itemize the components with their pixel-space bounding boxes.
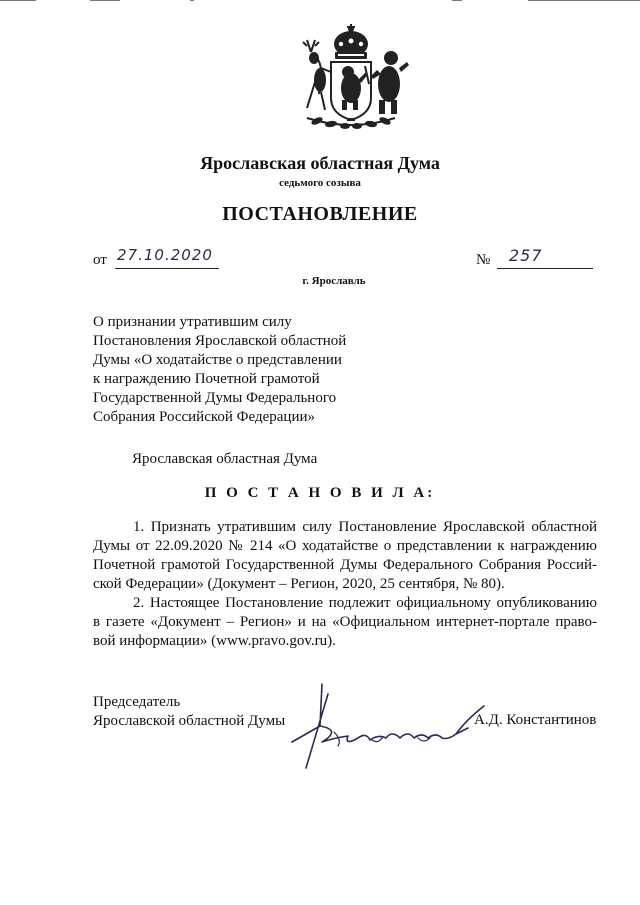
subject-line: Собрания Российской Федерации» [93,409,316,425]
convocation-subtitle: седьмого созыва [279,177,361,189]
paragraph-2 [93,594,597,651]
date-handwritten-value: 27.10.2020 [117,246,213,264]
top-scan-line [90,0,120,4]
number-label: № [476,252,491,268]
paragraph-line: 2. Настоящее Постановление подлежит официальному опубликованию [133,595,597,611]
subject-line: О признании утратившим силу [93,314,292,330]
resolved-heading: П О С Т А Н О В И Л А: [204,485,436,501]
subject-line: к награждению Почетной грамотой [93,371,320,387]
number-handwritten-value: 257 [509,246,543,265]
paragraph-1 [93,518,597,594]
document-subject [93,313,393,427]
city-line: г. Ярославль [302,275,366,287]
signatory-name: А.Д. Константинов [474,712,597,728]
document-type-heading: ПОСТАНОВЛЕНИЕ [222,203,418,225]
top-scan-line [190,0,194,4]
top-scan-line [0,0,36,4]
date-label: от [93,252,107,268]
handwritten-signature [262,680,492,780]
signatory-organization: Ярославской областной Думы [93,713,286,729]
number-underline [497,268,593,269]
issuing-body-title: Ярославская областная Дума [200,153,440,173]
preamble: Ярославская областная Дума [132,451,318,467]
paragraph-line: Думы от 22.09.2020 № 214 «О ходатайстве о представлении к награждению [93,538,597,554]
top-scan-line [528,0,640,4]
paragraph-line: в газете «Документ – Регион» и на «Официальном интернет-портале право- [93,614,597,630]
subject-line: Государственной Думы Федерального [93,390,337,406]
paragraph-line: вой информации» (www.pravo.gov.ru). [93,633,336,649]
paragraph-line: Почетной грамотой Государственной Думы Федерального Собрания Россий- [93,557,597,573]
paragraph-line: ской Федерации» (Документ – Регион, 2020, 25 сентября, № 80). [93,576,505,592]
subject-line: Думы «О ходатайстве о представлении [93,352,342,368]
coat-of-arms-icon [291,22,411,134]
paragraph-line: 1. Признать утратившим силу Постановление Ярославской областной [133,519,597,535]
signatory-title: Председатель [93,694,181,710]
subject-line: Постановления Ярославской областной [93,333,347,349]
top-scan-line [452,0,462,4]
date-underline [115,268,219,269]
